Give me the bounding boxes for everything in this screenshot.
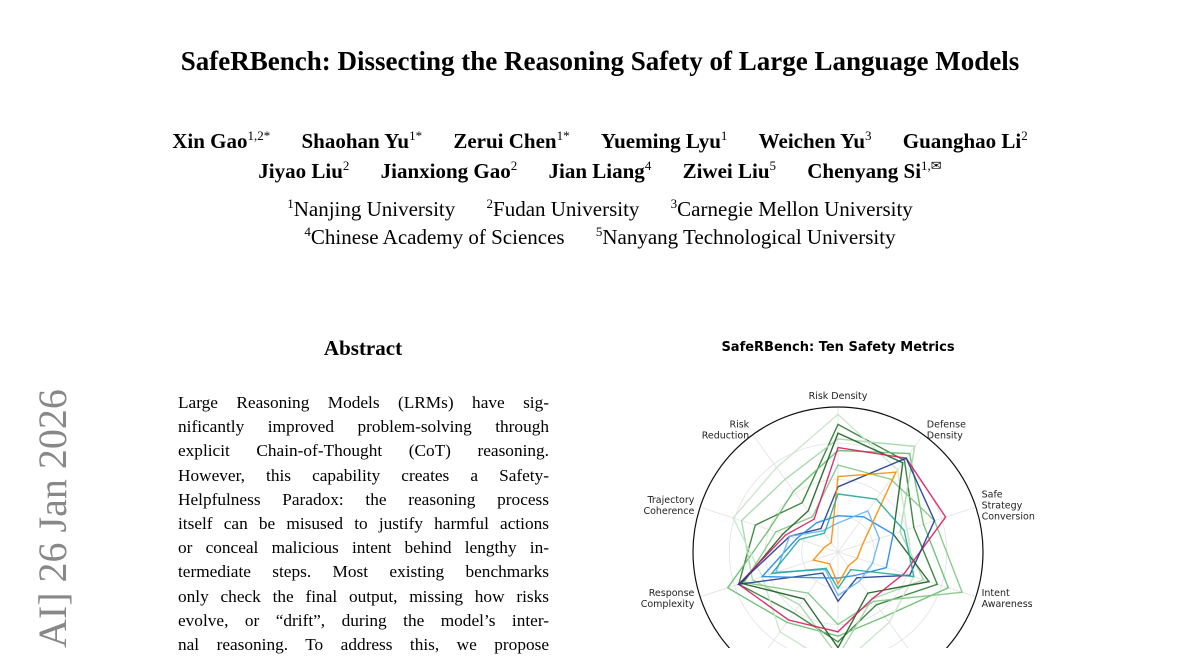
radar-axis-label-line: Complexity — [640, 599, 695, 611]
abstract-line: itself can be misused to justify harmful actions — [178, 514, 549, 534]
chart-title: SafeRBench: Ten Safety Metrics — [721, 340, 955, 355]
radar-axis-label — [641, 588, 695, 610]
author: Shaohan $Yu^{1*}$ — [301, 128, 423, 153]
radar-chart — [600, 330, 1080, 648]
radar-axis-label-line: Strategy — [981, 500, 1023, 512]
radar-axis-label — [702, 419, 750, 441]
author: Jian Liang$^4$ — [548, 158, 652, 183]
radar-axis-label-line: Safe — [981, 489, 1003, 501]
radar-axis-label-line: Awareness — [981, 599, 1033, 611]
affiliation: $^1$Nanjing University — [287, 196, 456, 221]
radar-axis-label-line: Defense — [926, 419, 966, 431]
author: Chenyang $Si^{1,✉}$ — [807, 158, 942, 183]
affiliation: $^4$Chinese Academy of Sciences — [304, 224, 565, 249]
author: Yueming Lyu$^1$ — [600, 128, 728, 153]
abstract-line: or conceal malicious intent behind lengthy in- — [178, 538, 549, 558]
radar-axis-label-line: Risk Density — [808, 391, 868, 402]
abstract-line: only check the final output, missing how risks — [178, 586, 549, 606]
abstract-line: Large Reasoning Models (LRMs) have sig- — [178, 393, 549, 412]
radar-axis-label-line: Density — [926, 430, 963, 442]
radar-axis-label — [927, 419, 966, 441]
paper-title: SafeRBench: Dissecting the Reasoning Safety of Large Language Models — [180, 46, 1020, 76]
radar-axis-label-line: Response — [648, 588, 695, 600]
author: Guanghao Li$^2$ — [902, 128, 1028, 153]
radar-axis-label — [643, 495, 694, 517]
author: Ziwei Liu$^5$ — [682, 158, 776, 183]
author: Jianxiong Gao$^2$ — [380, 158, 518, 183]
abstract-line: However, this capability creates a Safety- — [178, 465, 549, 485]
author: Jiyao Liu$^2$ — [258, 158, 350, 183]
abstract-line: explicit Chain-of-Thought (CoT) reasoning. — [178, 441, 549, 461]
radar-axis-label-line: Coherence — [643, 505, 695, 517]
affiliation: $^5$Nanyang Technological University — [595, 224, 896, 249]
abstract-line: termediate steps. Most existing benchmarks — [178, 562, 549, 582]
abstract-line: Helpfulness Paradox: the reasoning process — [178, 489, 549, 509]
affiliations-line-1 — [0, 196, 1200, 222]
radar-axis-label — [982, 588, 1033, 610]
radar-axis-label-line: Intent — [981, 588, 1010, 600]
author-list-line-1 — [0, 128, 1200, 154]
arxiv-stamp-text: AI] 26 Jan 2026 — [30, 389, 75, 648]
author: Zerui Chen$^{1*}$ — [453, 128, 570, 153]
author: Xin Gao$^{1,2*}$ — [172, 128, 271, 153]
author-list-line-2 — [0, 158, 1200, 184]
radar-axis-label-line: Risk — [729, 419, 750, 431]
radar-axis-label-line: Reduction — [701, 430, 750, 442]
author: Weichen Yu$^3$ — [758, 128, 872, 153]
affiliation: $^2$Fudan University — [486, 196, 640, 221]
abstract-line: nal reasoning. To address this, we propose — [178, 635, 549, 655]
radar-axis-label — [982, 489, 1035, 522]
abstract-heading: Abstract — [323, 336, 403, 360]
arxiv-stamp — [28, 380, 78, 648]
abstract-line: nificantly improved problem-solving through — [178, 417, 549, 437]
abstract-line: evolve, or “drift”, during the model’s inter- — [178, 610, 549, 630]
radar-axis-label-line: Trajectory — [647, 494, 695, 506]
abstract-body — [178, 391, 549, 657]
radar-axis-label — [809, 391, 868, 402]
affiliations-line-2 — [0, 224, 1200, 250]
affiliation: $^3$Carnegie Mellon University — [670, 196, 913, 221]
radar-axis-label-line: Conversion — [981, 511, 1035, 523]
